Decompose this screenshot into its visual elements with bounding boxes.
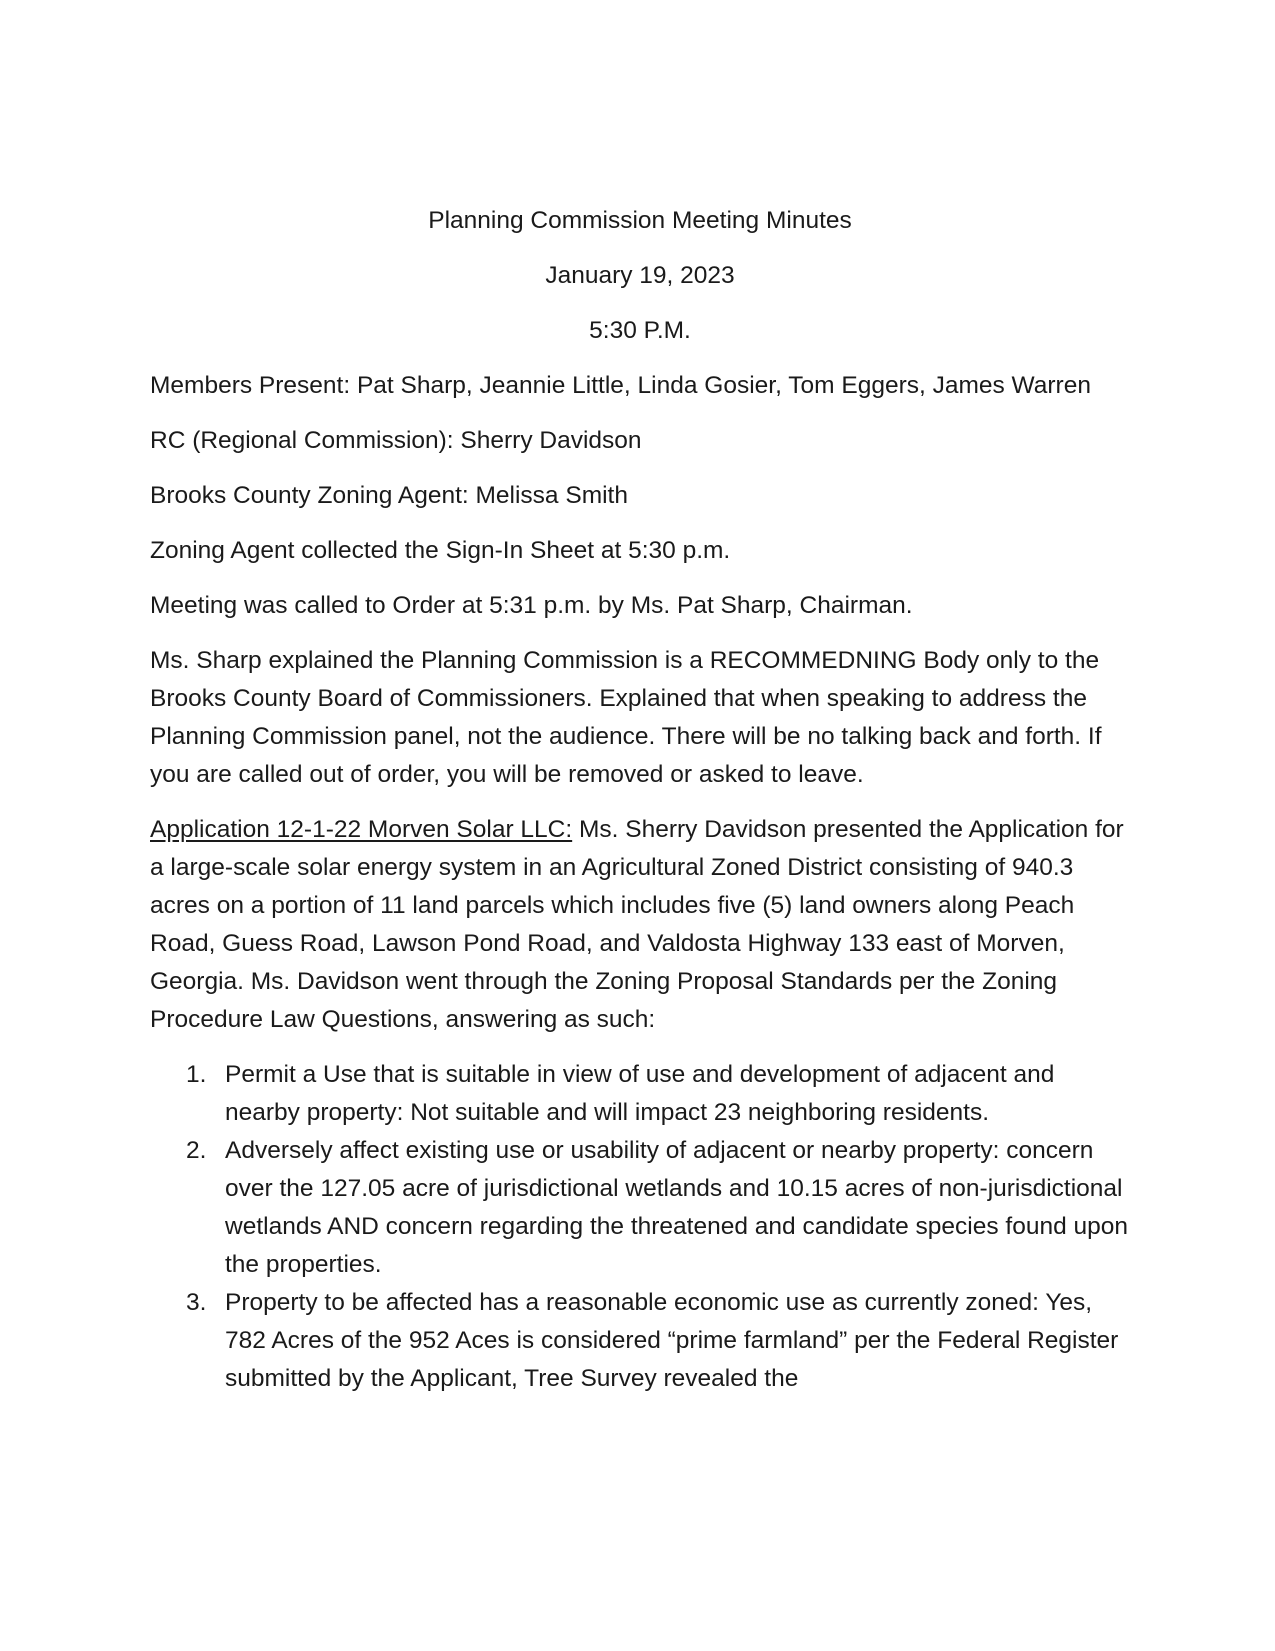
zoning-agent: Brooks County Zoning Agent: Melissa Smith — [150, 482, 628, 509]
list-item-number: 1. — [186, 1061, 207, 1088]
meeting-time: 5:30 P.M. — [589, 317, 691, 344]
list-item-text: Property to be affected has a reasonable economic use as currently zoned: Yes, 782 Acres of the 952 Aces is considered “prime farmland” per the Federal Register submitted by the Applicant, Tree Survey revealed the — [225, 1289, 1119, 1392]
members-present: Members Present: Pat Sharp, Jeannie Little, Linda Gosier, Tom Eggers, James Warren — [150, 372, 1091, 399]
application-paragraph — [150, 811, 1130, 1039]
list-item-number: 3. — [186, 1289, 207, 1316]
meeting-date: January 19, 2023 — [545, 262, 735, 289]
list-item — [150, 1284, 1130, 1398]
call-to-order: Meeting was called to Order at 5:31 p.m. by Ms. Pat Sharp, Chairman. — [150, 592, 913, 619]
zoning-criteria-list — [150, 1056, 1130, 1398]
list-item-number: 2. — [186, 1137, 207, 1164]
list-item — [150, 1056, 1130, 1132]
sign-in-note: Zoning Agent collected the Sign-In Sheet at 5:30 p.m. — [150, 537, 731, 564]
regional-commission: RC (Regional Commission): Sherry Davidson — [150, 427, 642, 454]
application-heading: Application 12-1-22 Morven Solar LLC: — [150, 816, 573, 843]
list-item — [150, 1132, 1130, 1284]
minutes-content — [150, 202, 1130, 1398]
meeting-rules: Ms. Sharp explained the Planning Commission is a RECOMMEDNING Body only to the Brooks County Board of Commissioners. Explained that when speaking to address the Planning Commission panel, not the audience. There will be no talking back and forth. If you are called out of order, you will be removed or asked to leave. — [150, 647, 1102, 788]
application-body: Ms. Sherry Davidson presented the Application for a large-scale solar energy system in an Agricultural Zoned District consisting of 940.3 acres on a portion of 11 land parcels which includes five (5) land owners along Peach Road, Guess Road, Lawson Pond Road, and Valdosta Highway 133 east of Morven, Georgia. Ms. Davidson went through the Zoning Proposal Standards per the Zoning Procedure Law Questions, answering as such: — [150, 816, 1124, 1033]
document-title: Planning Commission Meeting Minutes — [428, 207, 852, 234]
list-item-text: Permit a Use that is suitable in view of use and development of adjacent and nearby property: Not suitable and will impact 23 neighboring residents. — [225, 1061, 1055, 1126]
list-item-text: Adversely affect existing use or usability of adjacent or nearby property: concern over the 127.05 acre of jurisdictional wetlands and 10.15 acres of non-jurisdictional wetlands AND concern regarding the threatened and candidate species found upon the properties. — [225, 1137, 1129, 1278]
